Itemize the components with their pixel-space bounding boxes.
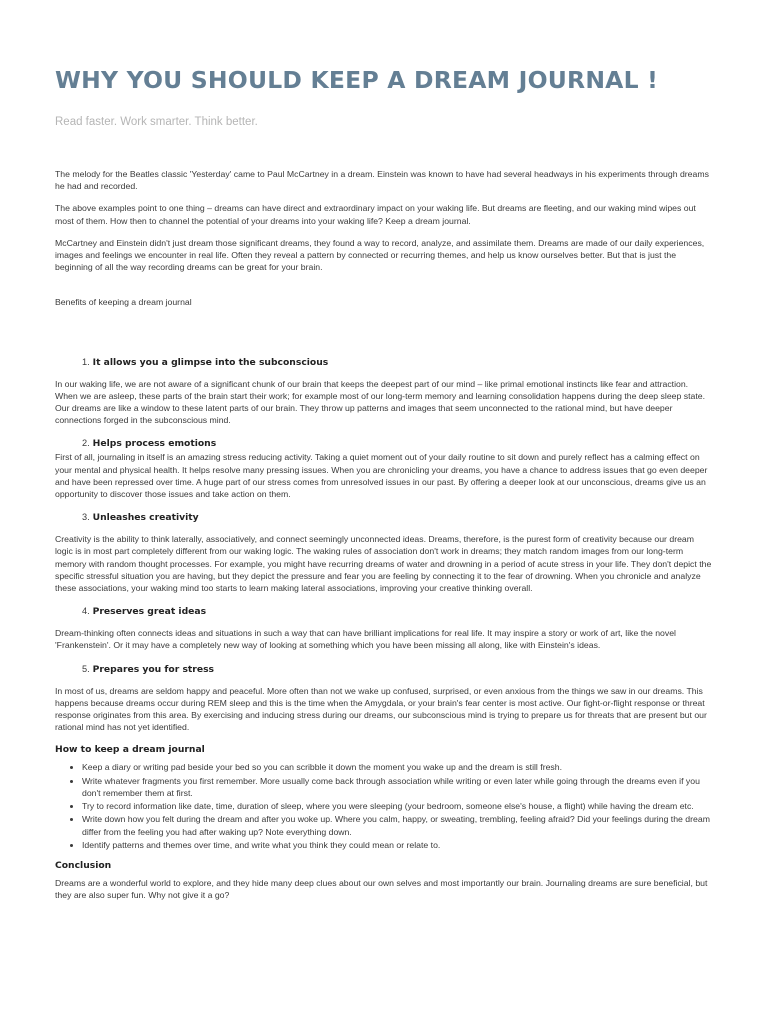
benefit-2: [55, 436, 713, 500]
intro-paragraph-1: The melody for the Beatles classic 'Yesterday' came to Paul McCartney in a dream. Einstein was known to have had several headways in his experiments through dreams he had and recorded.: [55, 169, 709, 192]
benefit-number: 4.: [82, 606, 90, 617]
how-to-list: [55, 761, 713, 850]
intro-paragraph-3: McCartney and Einstein didn't just dream those significant dreams, they found a way to record, analyze, and assimilate them. Dreams are made of our daily experiences, images and feelings we encounter in real life. Often they reveal a pattern by connected or recurring themes, and help us know ourselves better. But that is just the beginning of all the way recording dreams can be great for your brain.: [55, 237, 705, 273]
list-item: • Identify patterns and themes over time, and write what you think they could mean or relate to.: [82, 839, 713, 851]
benefit-number: 1.: [82, 356, 90, 367]
benefit-number: 5.: [82, 663, 90, 674]
benefit-4: [55, 604, 713, 651]
list-item: • Write whatever fragments you first remember. More usually come back through association while writing or even later while going through the dreams even if you don't remember them at first.: [82, 775, 713, 799]
intro-paragraph-2: The above examples point to one thing – dreams can have direct and extraordinary impact on your waking life. But dreams are fleeting, and our waking mind wipes out most of them. How then to channel the potential of your dreams into your waking life? Keep a dream journal.: [55, 203, 696, 226]
article-title: WHY YOU SHOULD KEEP A DREAM JOURNAL !: [55, 66, 659, 94]
how-to-heading: How to keep a dream journal: [55, 744, 205, 756]
benefit-1: [55, 355, 713, 427]
conclusion-heading: Conclusion: [55, 859, 112, 871]
benefit-body: Creativity is the ability to think laterally, associatively, and connect seemingly unconnected ideas. Dreams, therefore, is the purest form of creativity because our dream logic is in most part completely different from our waking logic. The waking rules of association don't work in dreams; they match random images from our long-term memory with random thought processes. For example, you might have recurring dreams of water and drowning in a period of acute stress in your life. They don't depict the specific stressful situation you are having, but they depict the pressure and fear you are feeling by connecting it to the fear of drowning. When you chronicle and analyze these associations, your waking mind too starts to learn making lateral associations, improving your creative thinking overall.: [55, 534, 712, 594]
benefit-heading: Unleashes creativity: [92, 512, 199, 524]
benefit-body: Dream-thinking often connects ideas and situations in such a way that can have brilliant implications for real life. It may inspire a story or work of art, like the novel 'Frankenstein'. Or it may have a completely new way of looking at something which you have been missing all along, like with Einstein's ideas.: [55, 628, 676, 651]
list-item: • Write down how you felt during the dream and after you woke up. Where you calm, happy, or sweating, trembling, feeling afraid? Did your feelings during the dream differ from the feeling you had after waking up? Note everything down.: [82, 813, 713, 837]
benefit-body: In most of us, dreams are seldom happy and peaceful. More often than not we wake up confused, surprised, or even anxious from the things we saw in our dreams. This happens because dreams occur during REM sleep and this is the time when the Amygdala, or your brain's fear center is most active. Our fight-or-flight response or threat response originates from this area. By exercising and inducing stress during our dreams, our subconscious mind is trying to prepare us for threats that are present but our rational mind has not yet identified.: [55, 685, 707, 733]
benefit-5: [55, 662, 713, 734]
benefit-number: 2.: [82, 438, 90, 449]
benefit-heading: Helps process emotions: [92, 438, 217, 450]
benefit-heading: Prepares you for stress: [92, 663, 215, 675]
benefit-number: 3.: [82, 512, 90, 523]
benefits-label: Benefits of keeping a dream journal: [55, 297, 192, 308]
benefit-body: In our waking life, we are not aware of a significant chunk of our brain that keeps the deepest part of our mind – like primal emotional instincts like fear and attraction. When we are asleep, these parts of the brain start their work; for example most of our long-term memory and learning consolidation happens during the deep sleep state. Our dreams are like a window to these latent parts of our brain. They throw up patterns and images that seem unconnected to the rational mind, but have deeper connections forged in the subconscious mind.: [55, 378, 705, 426]
benefit-3: [55, 510, 713, 594]
benefit-heading: It allows you a glimpse into the subconscious: [92, 356, 329, 368]
benefit-heading: Preserves great ideas: [92, 606, 207, 618]
benefit-body: First of all, journaling in itself is an amazing stress reducing activity. Taking a quiet moment out of your daily routine to sit down and purely reflect has a calming effect on your mental and physical health. It helps resolve many pressing issues. When you are chronicling your dreams, you have a chance to address issues that go even deeper and have been repressed over time. A huge part of our stress comes from unresolved issues in our past. By offering a deeper look at our unconscious, dreams give us an opportunity to discover those issues and take action on them.: [55, 452, 708, 500]
list-item: • Keep a diary or writing pad beside your bed so you can scribble it down the moment you wake up and the dream is still fresh.: [82, 761, 713, 773]
list-item: • Try to record information like date, time, duration of sleep, where you were sleeping (your bedroom, someone else's house, a flight) while having the dream etc.: [82, 800, 713, 812]
conclusion-paragraph: Dreams are a wonderful world to explore, and they hide many deep clues about our own selves and most importantly our brain. Journaling dreams are sure beneficial, but they are also super fun. Why not give it a go?: [55, 877, 708, 901]
intro-section: [55, 168, 713, 273]
article-subtitle: Read faster. Work smarter. Think better.: [55, 116, 258, 128]
